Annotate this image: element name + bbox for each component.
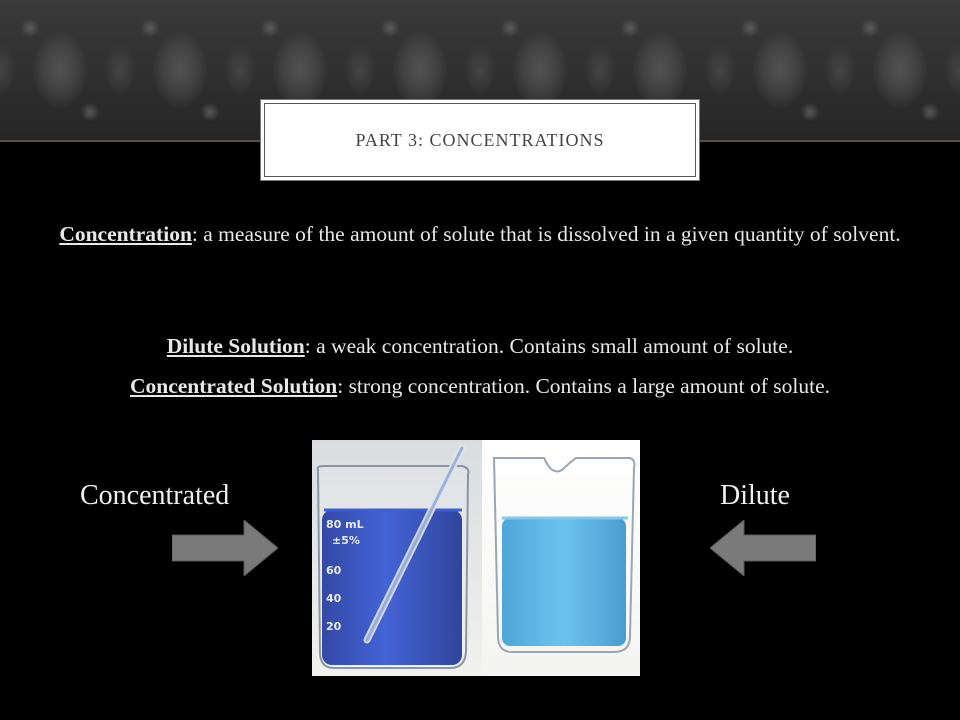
beaker-mark: ±5% bbox=[332, 534, 360, 547]
dilute-beaker bbox=[494, 458, 635, 652]
arrow-left-icon bbox=[710, 520, 816, 576]
slide-title: PART 3: CONCENTRATIONS bbox=[355, 129, 605, 150]
beakers-photo bbox=[312, 440, 640, 676]
arrow-right-icon bbox=[172, 520, 278, 576]
definition-text-concentrated-solution: : strong concentration. Contains a large amount of solute. bbox=[337, 374, 831, 398]
label-dilute: Dilute bbox=[720, 480, 790, 511]
term-concentrated-solution: Concentrated Solution bbox=[129, 374, 338, 398]
definition-dilute-solution bbox=[40, 330, 920, 362]
term-concentration: Concentration bbox=[59, 222, 192, 246]
beaker-mark: 20 bbox=[326, 620, 342, 633]
beaker-mark: 40 bbox=[326, 592, 342, 605]
definition-concentration bbox=[40, 218, 920, 250]
term-dilute-solution: Dilute Solution bbox=[166, 334, 305, 358]
definition-concentrated-solution bbox=[40, 370, 920, 402]
slide-title-box bbox=[260, 99, 700, 181]
concentrated-beaker bbox=[318, 448, 469, 668]
beaker-mark: 60 bbox=[326, 564, 342, 577]
label-concentrated: Concentrated bbox=[80, 480, 230, 511]
beaker-mark: 80 mL bbox=[326, 518, 364, 531]
definition-text-dilute-solution: : a weak concentration. Contains small amount of solute. bbox=[304, 334, 794, 358]
beakers-illustration bbox=[312, 440, 640, 676]
definition-text-concentration: : a measure of the amount of solute that is dissolved in a given quantity of solvent. bbox=[191, 222, 901, 246]
